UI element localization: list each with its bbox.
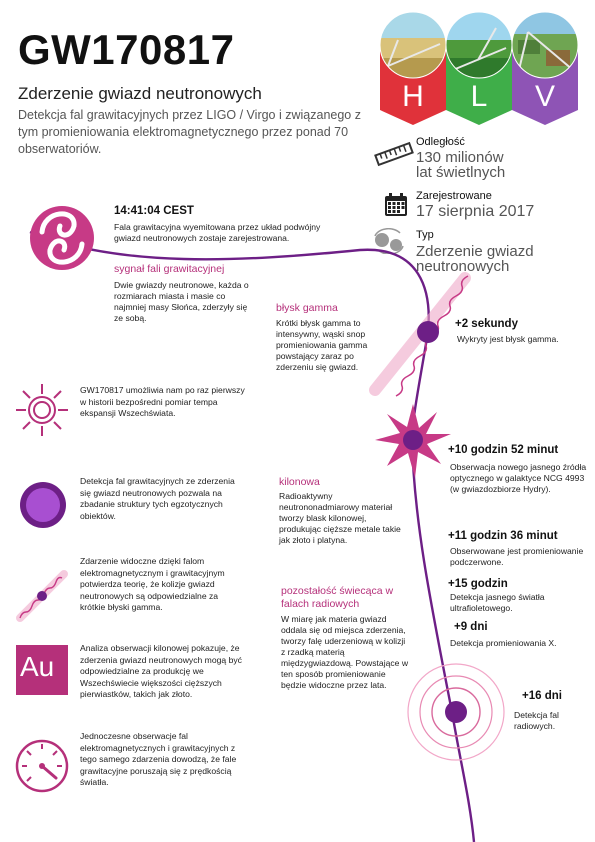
livingston-letter: L — [470, 80, 488, 113]
fact-text-2: Detekcja fal grawitacyjnych ze zderzenia się gwiazd neutronowych pozwala na zbadanie struktury tych egzotycznych obiektów. — [80, 476, 235, 521]
kilonova-label: kilonowa — [279, 476, 320, 488]
event-time-4: +15 godzin — [448, 578, 508, 590]
gw-signal-text: Dwie gwiazdy neutronowe, każda o rozmiarach miasta i masie co najmniej masy Słońca, zderzyły się ze sobą. — [114, 280, 249, 323]
gold-element-icon — [16, 645, 68, 695]
registered-label: Zarejestrowane — [416, 190, 492, 202]
event-time-3: +11 godzin 36 minut — [448, 530, 558, 542]
event-time-6: +16 dni — [522, 690, 562, 702]
event-time-1: +2 sekundy — [455, 318, 518, 330]
radio-afterglow-icon — [408, 664, 504, 760]
start-time: 14:41:04 CEST — [114, 205, 194, 217]
gold-symbol: Au — [20, 651, 55, 682]
sunburst-icon — [14, 382, 70, 438]
event-text-6: Detekcja fal radiowych. — [514, 710, 559, 731]
distance-value-line2: lat świetlnych — [416, 164, 506, 181]
hanford-letter: H — [402, 80, 424, 113]
grb-text: Krótki błysk gamma to intensywny, wąski snop promieniowania gamma powstający zaraz po zderzeniu się gwiazd. — [276, 318, 368, 372]
neutron-star-icon — [18, 480, 68, 530]
event-time-2: +10 godzin 52 minut — [448, 444, 559, 456]
event-text-5: Detekcja promieniowania X. — [450, 638, 557, 648]
afterglow-label: pozostałość świecąca w falach radiowych — [281, 585, 394, 610]
event-text-3: Obserwowane jest promieniowanie podczerwone. — [450, 546, 584, 567]
type-value-line1: Zderzenie gwiazd — [416, 243, 534, 260]
gw-signal-label: sygnał fali grawitacyjnej — [114, 263, 225, 275]
kilonova-starburst-icon — [375, 404, 451, 478]
kilonova-text: Radioaktywny neutrononadmiarowy materiał tworzy blask kilonowej, produkując cięższe metale takie jak złoto i platyna. — [279, 491, 401, 545]
virgo-letter: V — [534, 80, 556, 113]
page-subtitle: Zderzenie gwiazd neutronowych — [18, 84, 262, 103]
event-time-5: +9 dni — [454, 621, 488, 633]
grb-label: błysk gamma — [276, 302, 338, 314]
speedometer-icon — [14, 738, 70, 794]
type-value-line2: neutronowych — [416, 258, 510, 275]
distance-label: Odległość — [416, 136, 465, 148]
gamma-ray-burst-icon — [375, 276, 468, 396]
page-description: Detekcja fal grawitacyjnych przez LIGO / Virgo i związanego z tym promieniowania elektromagnetycznego przez ponad 70 obserwatoriów. — [18, 108, 361, 156]
fact-text-3: Zdarzenie widoczne dzięki falom elektromagnetycznym i grawitacyjnym potwierdza teorię, że kolizje gwiazd neutronowych są odpowiedzialne za krótkie błyski gamma. — [80, 556, 225, 612]
page-title: GW170817 — [18, 26, 235, 73]
type-label: Typ — [416, 229, 434, 241]
distance-value-line1: 130 milionów — [416, 149, 504, 166]
fact-text-1: GW170817 umożliwia nam po raz pierwszy w historii bezpośredni pomiar tempa ekspansji Wszechświata. — [80, 385, 245, 418]
gamma-wave-icon — [14, 568, 70, 624]
afterglow-text: W miarę jak materia gwiazd oddala się od miejsca zderzenia, tworzy falę uderzeniową w kolizji z rzadką materią międzygwiazdową. Powstające w ten sposób promieniowanie będzie widoczne przez lata. — [281, 614, 409, 690]
event-text-2: Obserwacja nowego jasnego źródła optycznego w galaktyce NCG 4993 (w gwiazdozbiorze Hydry). — [450, 462, 587, 494]
start-text: Fala grawitacyjna wyemitowana przez układ podwójny gwiazd neutronowych zostaje zarejestrowana. — [114, 222, 321, 243]
event-text-4: Detekcja jasnego światła ultrafioletowego. — [450, 592, 545, 613]
fact-text-4: Analiza obserwacji kilonowej pokazuje, że zderzenia gwiazd neutronowych mogą być odpowiedzialne za produkcję we Wszechświecie większości cięższych pierwiastków, takich jak złoto. — [80, 643, 242, 699]
registered-value: 17 sierpnia 2017 — [416, 203, 535, 220]
fact-text-5: Jednoczesne obserwacje fal elektromagnetycznych i grawitacyjnych z tego samego zdarzenia dowodzą, że fale grawitacyjne poruszają się z prędkością światła. — [80, 731, 237, 787]
event-text-1: Wykryty jest błysk gamma. — [457, 334, 559, 344]
neutron-star-merger-icon — [30, 206, 94, 270]
